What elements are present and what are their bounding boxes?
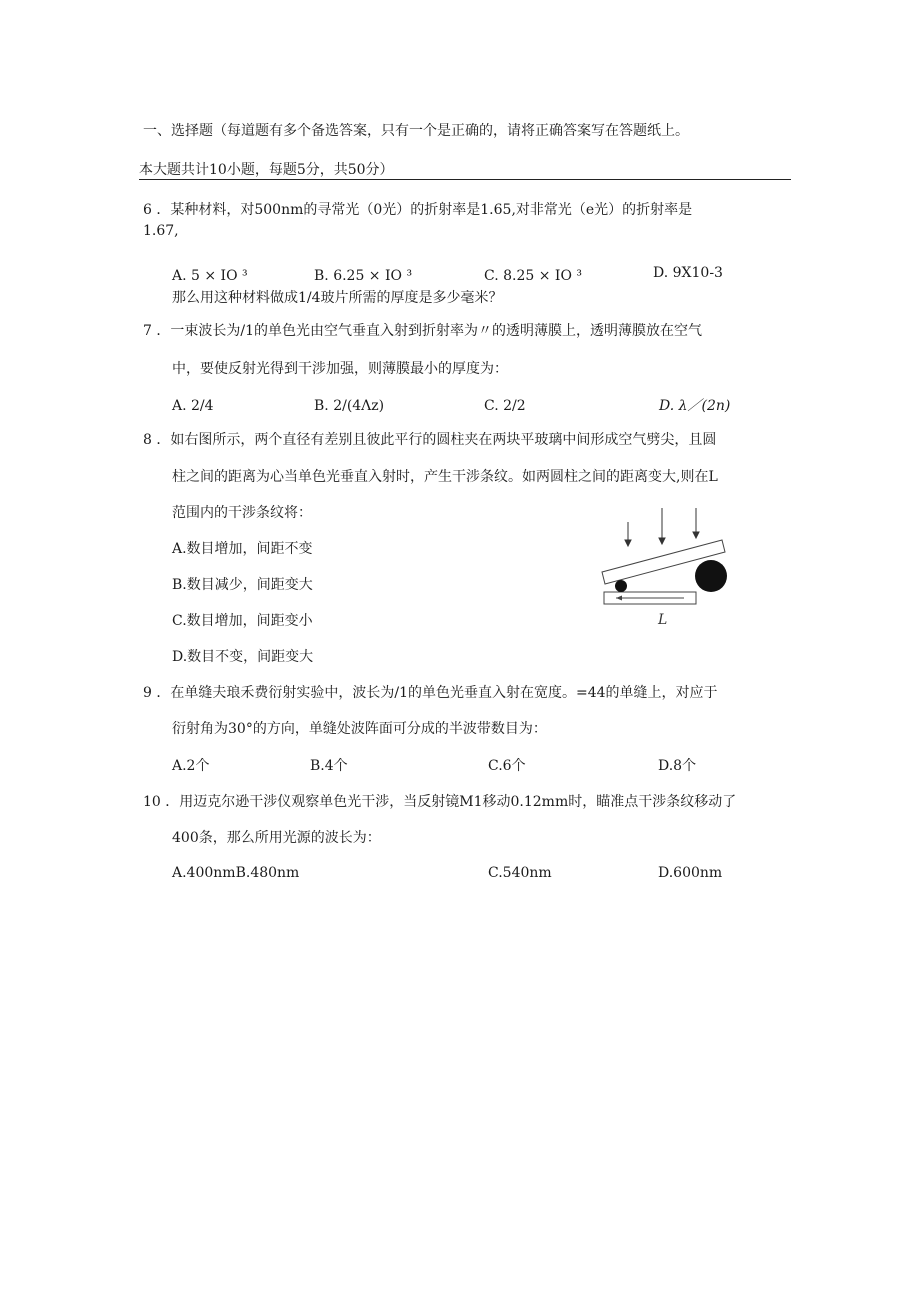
q9-stem-line2: 衍射角为30°的方向，单缝处波阵面可分成的半波带数目为： [172, 721, 547, 737]
q6-option-b: B. 6.25 × IO ³ [314, 268, 413, 284]
q6-stem-line3: 那么用这种材料做成1/4玻片所需的厚度是多少毫米？ [172, 290, 503, 306]
q8-option-c: C.数目增加，间距变小 [172, 613, 313, 629]
q9-option-d: D.8个 [658, 758, 697, 774]
q9-option-b: B.4个 [310, 758, 348, 774]
arrowhead-2 [659, 538, 665, 544]
small-cylinder [615, 580, 627, 592]
q7-option-c: C. 2/2 [484, 398, 526, 414]
q8-option-a: A.数目增加，间距不变 [172, 541, 313, 557]
q10-option-c: C.540nm [488, 865, 552, 881]
q8-option-b: B.数目减少，间距变大 [172, 577, 313, 593]
q9-stem-line1: 9 ．在单缝夫琅禾费衍射实验中，波长为/1的单色光垂直入射在宽度。=44的单缝上，对应于 [143, 685, 718, 701]
q8-stem-line1: 8 ．如右图所示，两个直径有差别且彼此平行的圆柱夹在两块平玻璃中间形成空气劈尖，且圆 [143, 432, 717, 448]
q10-option-d: D.600nm [658, 865, 723, 881]
q7-option-d: D. λ／(2n) [659, 398, 731, 414]
q8-stem-line2: 柱之间的距离为心当单色光垂直入射时，产生干涉条纹。如两圆柱之间的距离变大,则在L [172, 469, 718, 485]
q7-option-a: A. 2/4 [172, 398, 214, 414]
figure-label-L: L [658, 612, 668, 628]
q9-option-c: C.6个 [488, 758, 526, 774]
q8-option-d: D.数目不变，间距变大 [172, 649, 314, 665]
q6-option-c: C. 8.25 × IO ³ [484, 268, 582, 284]
q6-stem-line1: 6 ．某种材料，对500nm的寻常光（0光）的折射率是1.65,对非常光（e光）的折射率是 [143, 202, 693, 218]
q6-option-a: A. 5 × IO ³ [172, 268, 248, 284]
header-divider [139, 179, 791, 180]
q10-stem-line1: 10 ．用迈克尔逊干涉仪观察单色光干涉，当反射镜M1移动0.12mm时，瞄准点干涉条纹移动了 [143, 794, 737, 810]
q9-option-a: A.2个 [172, 758, 210, 774]
q10-option-ab: A.400nmB.480nm [172, 865, 300, 881]
q7-option-b: B. 2/(4Λz) [314, 398, 385, 414]
q10-stem-line2: 400条，那么所用光源的波长为： [172, 830, 381, 846]
air-wedge-diagram [596, 500, 736, 630]
arrowhead-1 [625, 540, 631, 546]
large-cylinder [695, 560, 727, 592]
section-summary: 本大题共计10小题，每题5分，共50分） [139, 162, 394, 178]
q8-stem-line3: 范围内的干涉条纹将： [172, 505, 312, 521]
q6-option-d: D. 9X10-3 [653, 265, 723, 281]
air-wedge-figure [596, 500, 736, 630]
q7-stem-line2: 中，要使反射光得到干涉加强，则薄膜最小的厚度为： [172, 361, 508, 377]
section-title: 一、选择题（每道题有多个备选答案，只有一个是正确的，请将正确答案写在答题纸上。 [143, 123, 689, 139]
q6-stem-line2: 1.67, [143, 223, 179, 239]
q7-stem-line1: 7 ．一束波长为/1的单色光由空气垂直入射到折射率为〃的透明薄膜上，透明薄膜放在空气 [143, 323, 702, 339]
arrowhead-3 [693, 532, 699, 538]
